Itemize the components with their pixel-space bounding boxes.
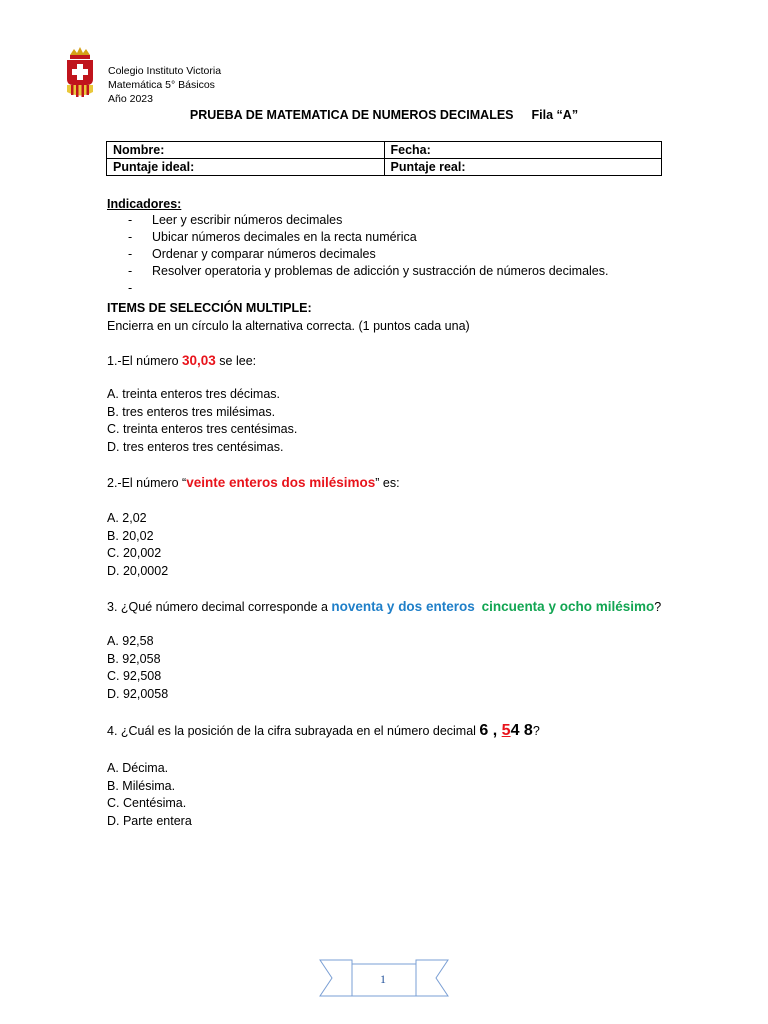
q4-text-end: ?	[532, 724, 540, 738]
q3-highlight-integer: noventa y dos enteros	[331, 599, 475, 614]
ideal-score-field[interactable]: Puntaje ideal:	[107, 159, 385, 176]
q1-highlight: 30,03	[182, 353, 216, 368]
indicator-item-empty	[128, 280, 608, 297]
name-field[interactable]: Nombre:	[107, 142, 385, 159]
student-info-table	[106, 141, 662, 176]
indicator-item: - Ubicar números decimales en la recta numérica	[128, 229, 608, 246]
indicators-heading: Indicadores:	[107, 197, 182, 211]
school-header	[108, 64, 221, 106]
date-field[interactable]: Fecha:	[384, 142, 662, 159]
q2-options	[107, 510, 168, 580]
q3-highlight-decimal: cincuenta y ocho milésimo	[481, 599, 655, 614]
section-instruction: Encierra en un círculo la alternativa correcta. (1 puntos cada una)	[107, 319, 470, 333]
school-name: Colegio Instituto Victoria	[108, 65, 222, 77]
q1-text-end: se lee:	[215, 354, 257, 368]
test-row: Fila “A”	[531, 108, 579, 122]
q2-option-a[interactable]: A. 2,02	[107, 511, 147, 525]
real-score-field[interactable]: Puntaje real:	[384, 159, 662, 176]
question-3	[107, 599, 661, 614]
q3-options	[107, 633, 168, 703]
q1-option-a[interactable]: A. treinta enteros tres décimas.	[107, 387, 280, 401]
q2-text: 2.-El número “	[107, 476, 187, 490]
q2-option-b[interactable]: B. 20,02	[107, 528, 154, 543]
indicators-list	[128, 212, 608, 297]
page-number: 1	[380, 972, 386, 986]
q2-highlight: veinte enteros dos milésimos	[186, 475, 376, 490]
q4-options	[107, 760, 192, 830]
q4-option-a[interactable]: A. Décima.	[107, 761, 169, 775]
q1-options	[107, 386, 297, 456]
school-crest-logo	[62, 45, 98, 99]
q4-option-d[interactable]: D. Parte entera	[107, 813, 192, 828]
q1-option-d[interactable]: D. tres enteros tres centésimas.	[107, 439, 284, 454]
q3-option-c[interactable]: C. 92,508	[107, 669, 162, 683]
indicator-item: - Ordenar y comparar números decimales	[128, 246, 608, 263]
course-name: Matemática 5° Básicos	[108, 79, 215, 91]
q4-number-part-3: 4 8	[510, 722, 533, 739]
indicator-item: - Leer y escribir números decimales	[128, 212, 608, 229]
question-1	[107, 353, 256, 368]
q3-text: 3. ¿Qué número decimal corresponde a	[107, 600, 332, 614]
q1-option-b[interactable]: B. tres enteros tres milésimas.	[107, 404, 276, 419]
q2-text-end: ” es:	[375, 476, 400, 490]
test-title	[0, 108, 768, 122]
question-4	[107, 722, 540, 740]
q3-option-a[interactable]: A. 92,58	[107, 634, 154, 648]
q3-text-end: ?	[654, 600, 662, 614]
q1-text: 1.-El número	[107, 354, 183, 368]
q4-text: 4. ¿Cuál es la posición de la cifra subrayada en el número decimal	[107, 724, 480, 738]
q4-underlined-digit: 5	[501, 722, 511, 739]
test-title-main: PRUEBA DE MATEMATICA DE NUMEROS DECIMALES	[189, 108, 514, 122]
section-heading: ITEMS DE SELECCIÓN MULTIPLE:	[107, 301, 312, 315]
indicator-item: - Resolver operatoria y problemas de adicción y sustracción de números decimales.	[128, 263, 608, 280]
q3-option-d[interactable]: D. 92,0058	[107, 686, 169, 701]
school-year: Año 2023	[108, 93, 153, 105]
q4-number-part-1: 6 ,	[479, 722, 502, 739]
q1-option-c[interactable]: C. treinta enteros tres centésimas.	[107, 422, 298, 436]
q3-option-b[interactable]: B. 92,058	[107, 651, 161, 666]
q2-option-c[interactable]: C. 20,002	[107, 546, 162, 560]
q4-option-c[interactable]: C. Centésima.	[107, 796, 187, 810]
q4-option-b[interactable]: B. Milésima.	[107, 778, 176, 793]
q2-option-d[interactable]: D. 20,0002	[107, 563, 169, 578]
question-2	[107, 475, 400, 490]
